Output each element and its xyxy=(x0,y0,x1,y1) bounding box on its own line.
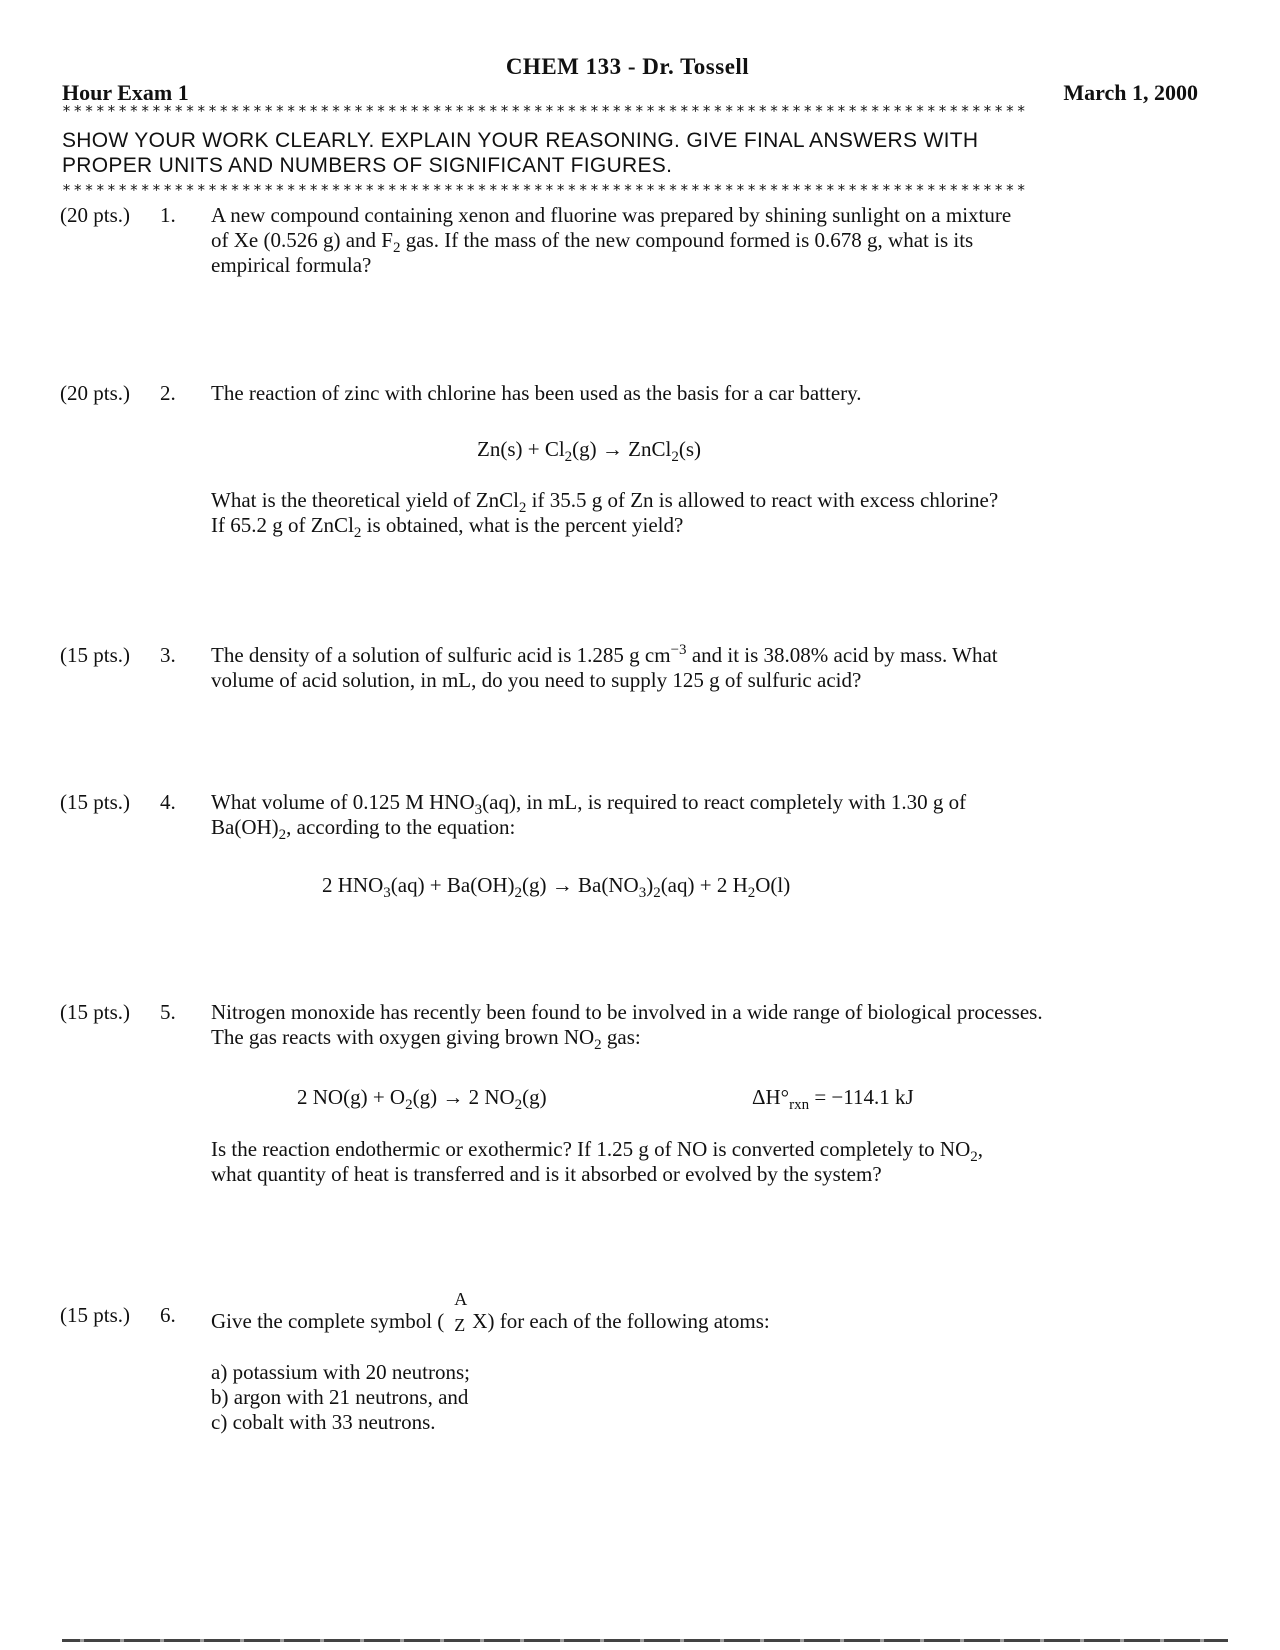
equation-zinc-chlorine: $Zn(s) + Cl_2(g)$ → ZnCl$_2$(s) xyxy=(477,437,701,466)
question-line: empirical formula? xyxy=(211,253,372,277)
course-title: CHEM 133 - Dr. Tossell xyxy=(505,54,750,79)
question-points: (15 pts.) xyxy=(60,1000,130,1024)
enthalpy-value: $\Delta H^\circ_{rxn} = -114.1$ kJ xyxy=(752,1085,914,1114)
question-line: The reaction of zinc with chlorine has been used as the basis for a car battery. xyxy=(211,381,862,405)
question-number: 6. xyxy=(160,1303,176,1327)
question-text xyxy=(211,1000,1271,1054)
instructions-line-2: PROPER UNITS AND NUMBERS OF SIGNIFICANT FIGURES. xyxy=(62,154,673,177)
list-item: b) argon with 21 neutrons, and xyxy=(211,1385,469,1409)
equation-no-o2: 2 $NO(g) + O_2(g) \to 2$ $NO_2(g)$ xyxy=(297,1085,547,1114)
question-number: 2. xyxy=(160,381,176,405)
instructions-line-1: SHOW YOUR WORK CLEARLY. EXPLAIN YOUR REASONING. GIVE FINAL ANSWERS WITH xyxy=(62,129,979,152)
question-number: 5. xyxy=(160,1000,176,1024)
list-item: c) cobalt with 33 neutrons. xyxy=(211,1410,436,1434)
question-text xyxy=(211,1137,1251,1187)
exam-title: Hour Exam 1 xyxy=(62,80,189,105)
question-line: $Ba(OH)_2$, according to the equation: xyxy=(211,815,516,844)
question-line: If 65.2 g of ZnCl$_2$ is obtained, what is the percent yield? xyxy=(211,513,684,542)
question-line: what quantity of heat is transferred and is it absorbed or evolved by the system? xyxy=(211,1162,882,1186)
question-points: (15 pts.) xyxy=(60,790,130,814)
question-text xyxy=(211,203,1211,278)
question-line: Give the complete symbol ( A Z X) for each of the following atoms: xyxy=(211,1289,770,1335)
question-line: What is the theoretical yield of ZnCl$_2$ if 35.5 g of Zn is allowed to react with excess chlorine? xyxy=(211,488,999,517)
divider-stars-top: ************************************************************************************** xyxy=(62,102,1028,120)
question-points: (15 pts.) xyxy=(60,1303,130,1327)
question-line: Nitrogen monoxide has recently been found to be involved in a wide range of biological processes. xyxy=(211,1000,1043,1024)
question-points: (15 pts.) xyxy=(60,643,130,667)
question-line: What volume of 0.125 M $HNO_3(aq)$, in mL, is required to react completely with 1.30 g of xyxy=(211,790,967,819)
question-line: The gas reacts with oxygen giving brown $NO_2$ gas: xyxy=(211,1025,641,1054)
question-number: 3. xyxy=(160,643,176,667)
exam-date: March 1, 2000 xyxy=(1063,80,1198,105)
question-points: (20 pts.) xyxy=(60,203,130,227)
list-item: a) potassium with 20 neutrons; xyxy=(211,1360,470,1384)
question-text xyxy=(211,643,1211,693)
question-text xyxy=(211,1289,1211,1335)
equation-hno3-baoh2: 2 $HNO_3(aq) + Ba(OH)_2(g) \to Ba(NO_3)_2(aq) + 2$ $H_2O(l)$ xyxy=(322,873,791,902)
question-line: volume of acid solution, in mL, do you need to supply 125 g of sulfuric acid? xyxy=(211,668,862,692)
question-text xyxy=(211,488,1211,542)
question-text xyxy=(211,381,1211,406)
question-line: Is the reaction endothermic or exothermic? If 1.25 g of NO is converted completely to $NO_2$, xyxy=(211,1137,984,1166)
question-line: of Xe (0.526 g) and $F_2$ gas. If the mass of the new compound formed is 0.678 g, what is its xyxy=(211,228,974,257)
question-points: (20 pts.) xyxy=(60,381,130,405)
instructions xyxy=(62,128,1212,178)
nuclide-symbol: A Z xyxy=(454,1289,468,1335)
question-number: 4. xyxy=(160,790,176,814)
question-text xyxy=(211,790,1211,844)
question-number: 1. xyxy=(160,203,176,227)
scan-artifact-line xyxy=(62,1639,1228,1642)
atom-list xyxy=(211,1360,470,1435)
divider-stars-bottom: ************************************************************************************** xyxy=(62,181,1028,199)
question-line: A new compound containing xenon and fluorine was prepared by shining sunlight on a mixture xyxy=(211,203,1012,227)
question-line: The density of a solution of sulfuric acid is 1.285 g $cm^{-3}$ and it is 38.08% acid by mass. What xyxy=(211,642,998,667)
